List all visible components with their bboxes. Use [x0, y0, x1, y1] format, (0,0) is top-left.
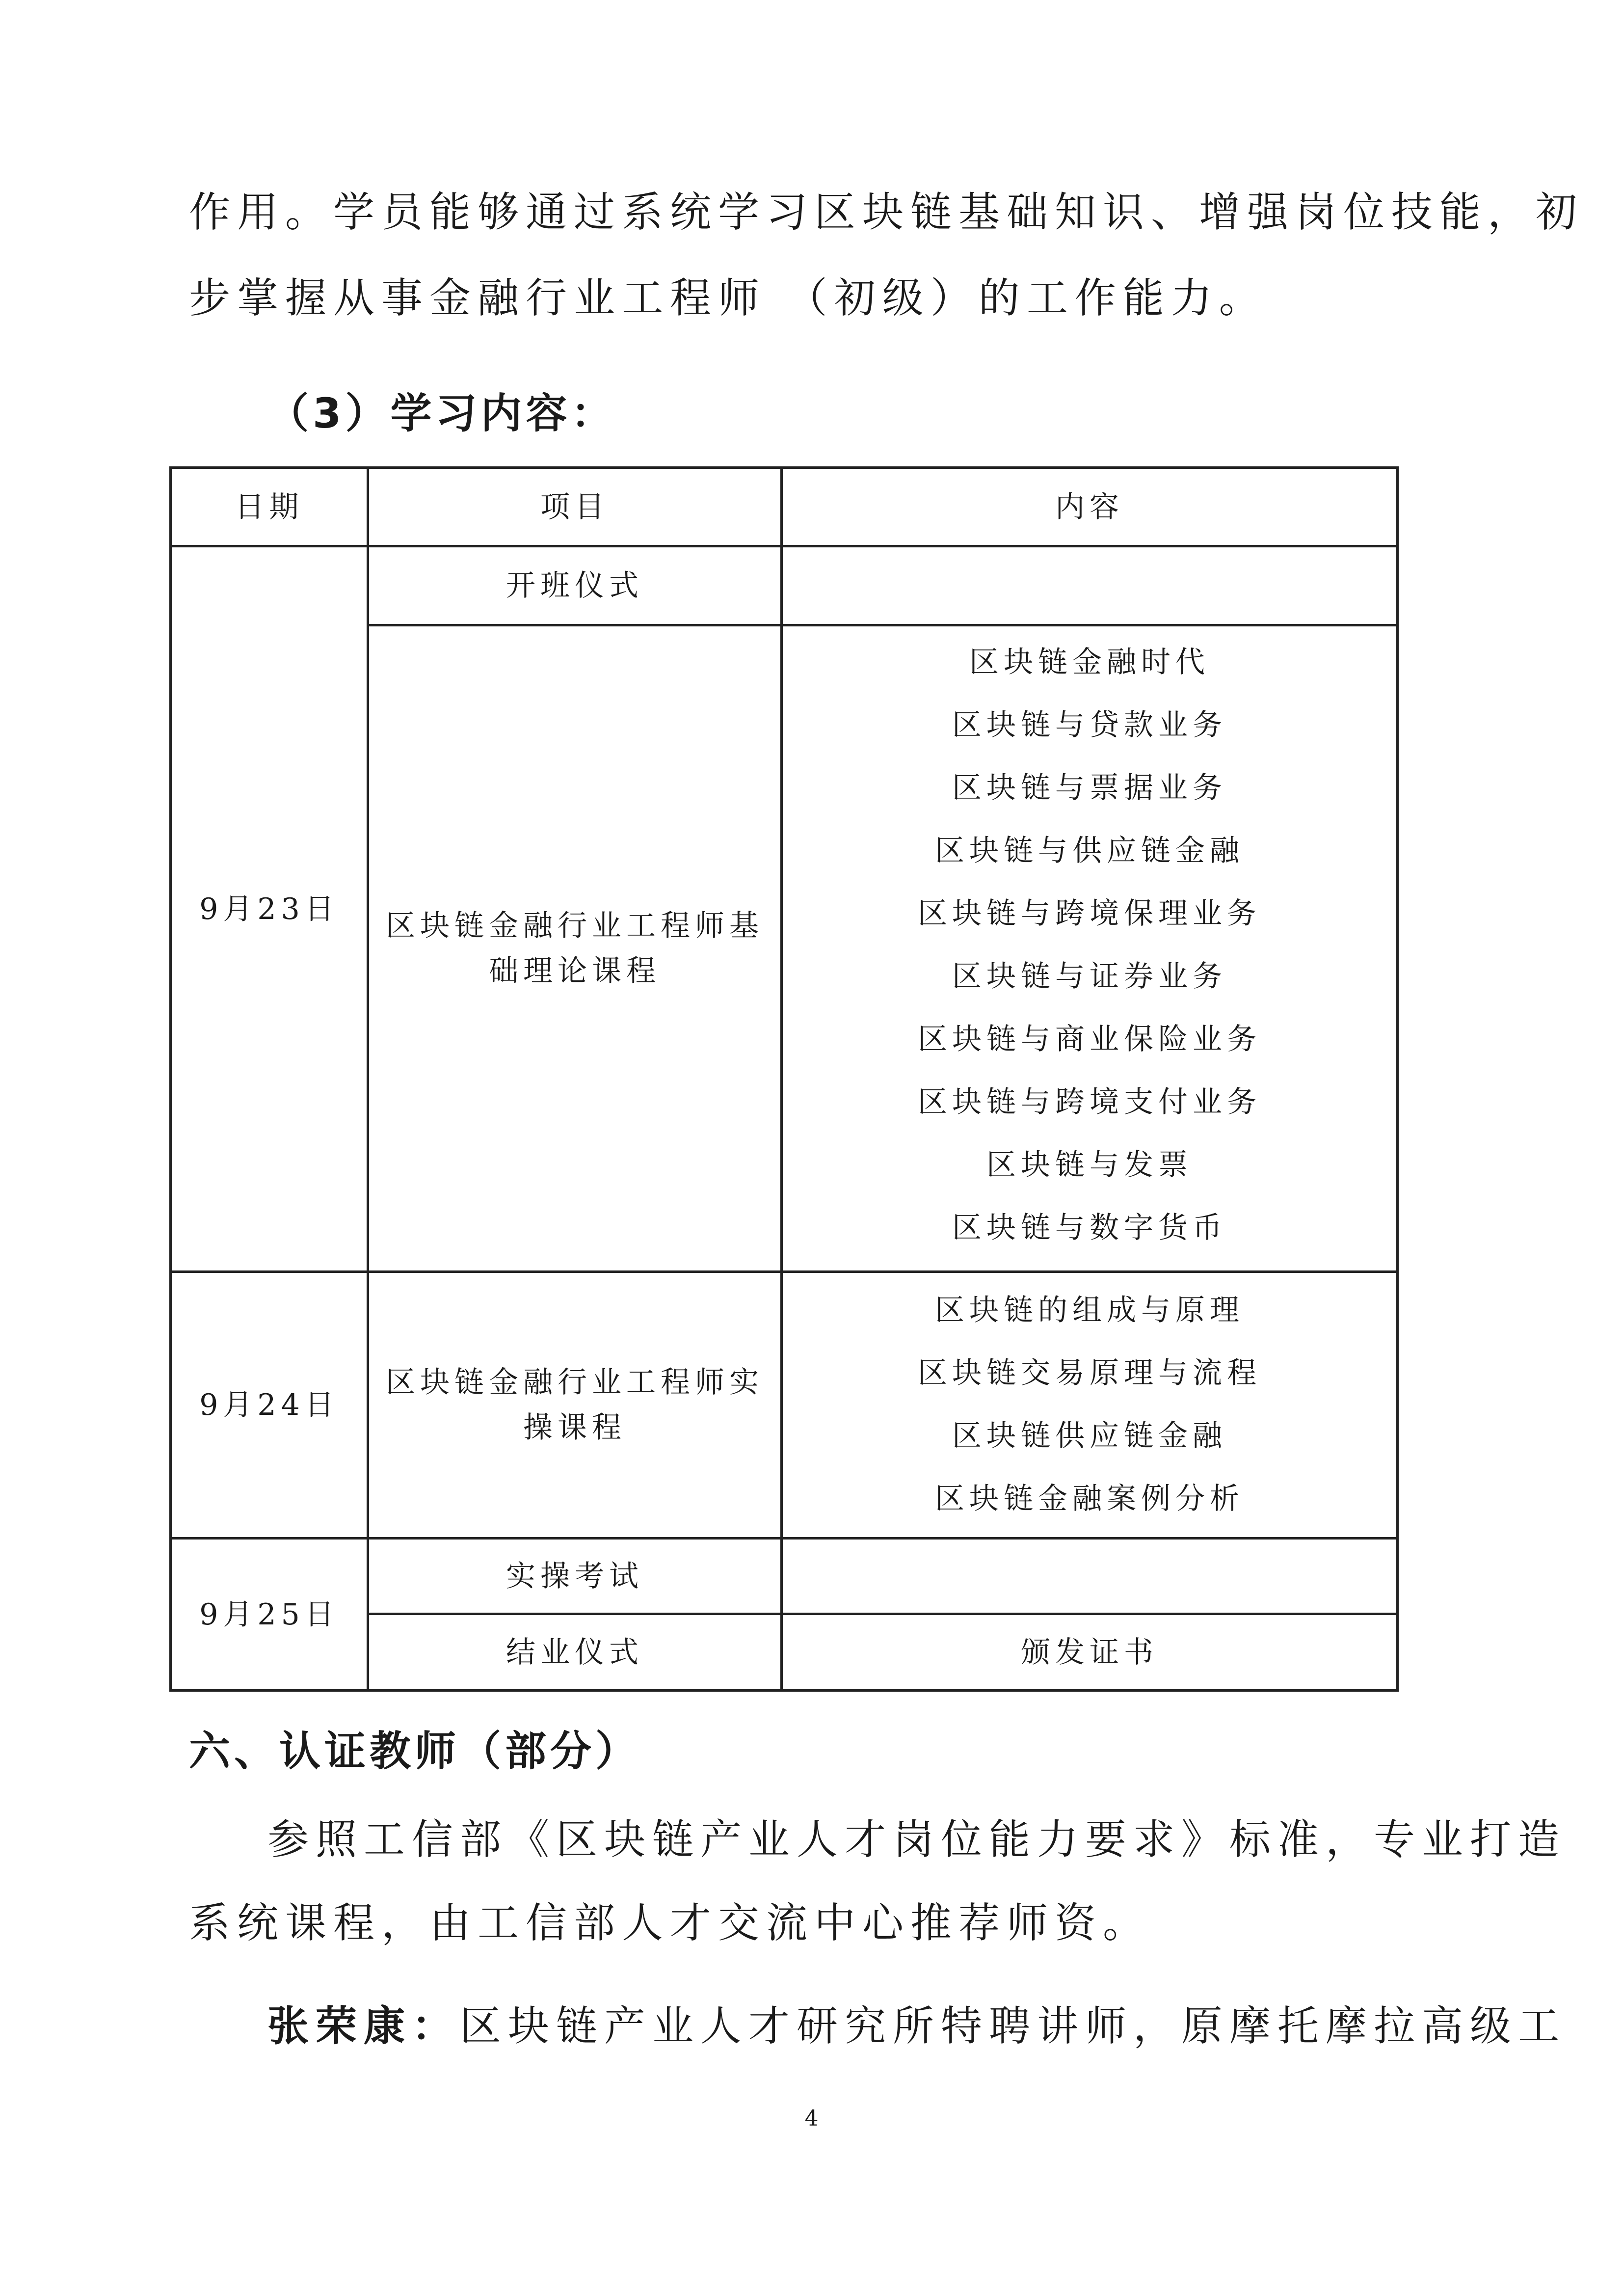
list-item: 区块链与跨境支付业务 [918, 1085, 1261, 1119]
list-item: 区块链与商业保险业务 [918, 1022, 1261, 1056]
table-cell-closing-ceremony: 结业仪式 [506, 1635, 643, 1670]
teacher-description: 区块链产业人才研究所特聘讲师，原摩托摩拉高级工 [460, 2002, 1567, 2050]
list-item: 区块链与发票 [986, 1148, 1193, 1182]
list-item: 区块链金融案例分析 [935, 1482, 1244, 1516]
list-item: 区块链的组成与原理 [935, 1293, 1244, 1327]
table-cell-date-day2: 9月24日 [199, 1388, 339, 1422]
list-item: 区块链与证券业务 [952, 959, 1227, 994]
table-header-content: 内容 [1055, 489, 1124, 524]
table-cell-certificate: 颁发证书 [1021, 1635, 1158, 1670]
page-number: 4 [804, 2106, 819, 2131]
list-item: 区块链交易原理与流程 [918, 1356, 1261, 1390]
list-item: 区块链与跨境保理业务 [918, 896, 1261, 931]
table-cell-theory-course-line: 区块链金融行业工程师基 [386, 909, 764, 943]
paragraph-line: 参照工信部《区块链产业人才岗位能力要求》标准，专业打造 [267, 1815, 1567, 1864]
section-heading-teachers: 六、认证教师（部分） [189, 1727, 641, 1775]
table-cell-practical-course-line: 操课程 [523, 1410, 626, 1445]
list-item: 区块链供应链金融 [952, 1419, 1227, 1453]
list-item: 区块链与贷款业务 [952, 708, 1227, 742]
list-item: 区块链与数字货币 [952, 1211, 1227, 1245]
section-heading-learning-content: （3）学习内容： [267, 389, 616, 437]
table-cell-theory-course [369, 626, 780, 1270]
table-header-item: 项目 [540, 489, 609, 524]
table-cell-practical-exam: 实操考试 [506, 1559, 643, 1594]
table-cell-date-day1: 9月23日 [199, 891, 339, 926]
table-cell-opening-ceremony: 开班仪式 [506, 568, 643, 603]
list-item: 区块链与票据业务 [952, 771, 1227, 805]
list-item: 区块链金融时代 [969, 645, 1210, 679]
teacher-entry [267, 2002, 1567, 2050]
schedule-table [169, 466, 1399, 1692]
table-cell-theory-contents [783, 631, 1396, 1259]
table-cell-practical-course-line: 区块链金融行业工程师实 [386, 1365, 764, 1400]
paragraph-line: 作用。学员能够通过系统学习区块链基础知识、增强岗位技能，初 [189, 188, 1584, 236]
list-item: 区块链与供应链金融 [935, 834, 1244, 868]
paragraph-line: 步掌握从事金融行业工程师 （初级）的工作能力。 [189, 274, 1267, 322]
table-header-date: 日期 [235, 489, 304, 524]
table-cell-date-day3: 9月25日 [199, 1597, 339, 1632]
table-cell-theory-course-line: 础理论课程 [489, 954, 661, 988]
table-cell-practical-contents [783, 1279, 1396, 1530]
teacher-name: 张荣康： [267, 2002, 460, 2050]
table-cell-practical-course [369, 1273, 780, 1537]
paragraph-line: 系统课程，由工信部人才交流中心推荐师资。 [189, 1899, 1151, 1947]
